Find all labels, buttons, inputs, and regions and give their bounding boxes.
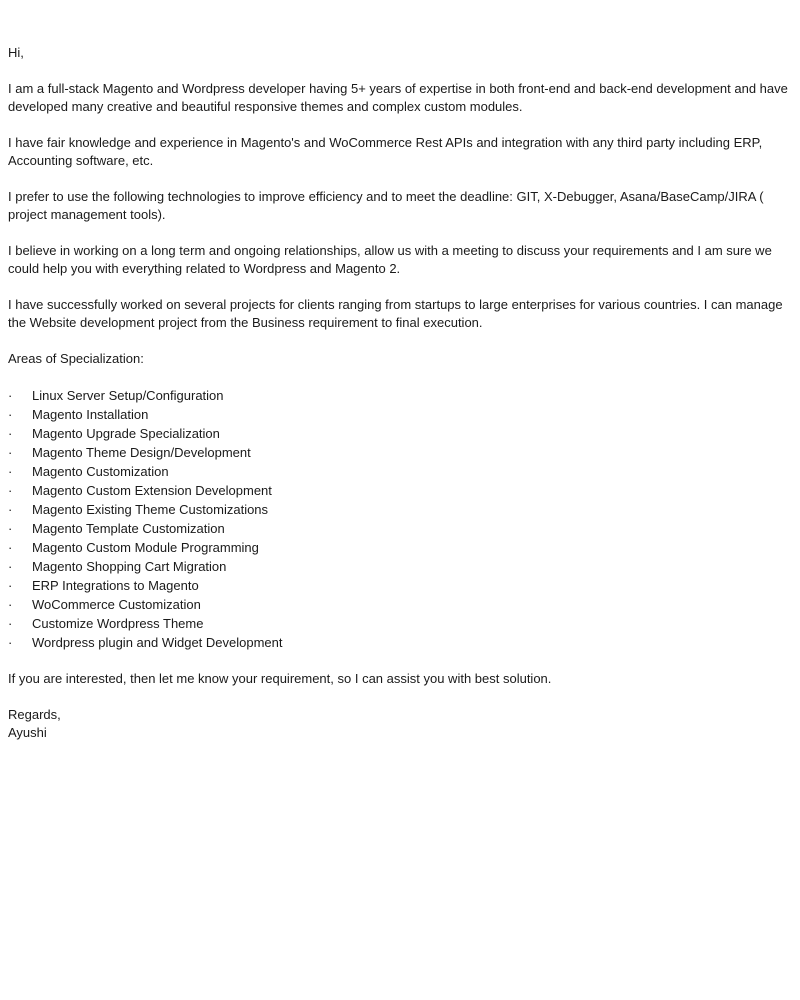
bullet-icon: · [8, 616, 13, 631]
bullet-icon: · [8, 445, 13, 460]
specialization-heading: Areas of Specialization: [8, 351, 144, 366]
bullet-icon: · [8, 483, 13, 498]
bullet-icon: · [8, 578, 13, 593]
list-item [8, 405, 792, 424]
list-item [8, 576, 792, 595]
list-item-text: Customize Wordpress Theme [32, 616, 204, 631]
bullet-icon: · [8, 521, 13, 536]
list-item [8, 462, 792, 481]
bullet-icon: · [8, 559, 13, 574]
list-item [8, 595, 792, 614]
bullet-icon: · [8, 635, 13, 650]
list-item-text: ERP Integrations to Magento [32, 578, 199, 593]
list-item [8, 481, 792, 500]
list-item [8, 614, 792, 633]
bullet-icon: · [8, 388, 13, 403]
list-item [8, 519, 792, 538]
list-item-text: Magento Theme Design/Development [32, 445, 251, 460]
list-item-text: Magento Custom Extension Development [32, 483, 272, 498]
bullet-icon: · [8, 464, 13, 479]
list-item [8, 633, 792, 652]
list-item [8, 500, 792, 519]
list-item [8, 443, 792, 462]
list-item-text: Magento Custom Module Programming [32, 540, 259, 555]
greeting: Hi, [8, 45, 24, 60]
paragraph-relationship: I believe in working on a long term and ongoing relationships, allow us with a meeting to discuss your requirements and I am sure we could help you with everything related to Wordpress and Magento 2. [8, 243, 772, 276]
list-item [8, 557, 792, 576]
list-item [8, 386, 792, 405]
bullet-icon: · [8, 502, 13, 517]
message-body [8, 44, 792, 742]
paragraph-technologies: I prefer to use the following technologies to improve efficiency and to meet the deadline: GIT, X-Debugger, Asana/BaseCamp/JIRA ( project management tools). [8, 189, 764, 222]
specialization-list [8, 386, 792, 652]
paragraph-intro: I am a full-stack Magento and Wordpress developer having 5+ years of expertise in both front-end and back-end development and have developed many creative and beautiful responsive themes and complex custom modules. [8, 81, 788, 114]
bullet-icon: · [8, 597, 13, 612]
list-item-text: Magento Customization [32, 464, 169, 479]
list-item-text: Magento Existing Theme Customizations [32, 502, 269, 517]
bullet-icon: · [8, 407, 13, 422]
list-item-text: Linux Server Setup/Configuration [32, 388, 224, 403]
paragraph-api-knowledge: I have fair knowledge and experience in Magento's and WoCommerce Rest APIs and integration with any third party including ERP, Accounting software, etc. [8, 135, 763, 168]
signature-name: Ayushi [8, 725, 47, 740]
closing-paragraph: If you are interested, then let me know your requirement, so I can assist you with best solution. [8, 671, 552, 686]
list-item-text: Magento Installation [32, 407, 149, 422]
list-item-text: Magento Template Customization [32, 521, 225, 536]
list-item-text: Magento Shopping Cart Migration [32, 559, 227, 574]
list-item-text: Magento Upgrade Specialization [32, 426, 220, 441]
list-item-text: WoCommerce Customization [32, 597, 201, 612]
paragraph-experience: I have successfully worked on several projects for clients ranging from startups to large enterprises for various countries. I can manage the Website development project from the Business requirement to final execution. [8, 297, 783, 330]
signoff: Regards, [8, 707, 61, 722]
bullet-icon: · [8, 426, 13, 441]
list-item [8, 538, 792, 557]
bullet-icon: · [8, 540, 13, 555]
list-item [8, 424, 792, 443]
list-item-text: Wordpress plugin and Widget Development [32, 635, 283, 650]
